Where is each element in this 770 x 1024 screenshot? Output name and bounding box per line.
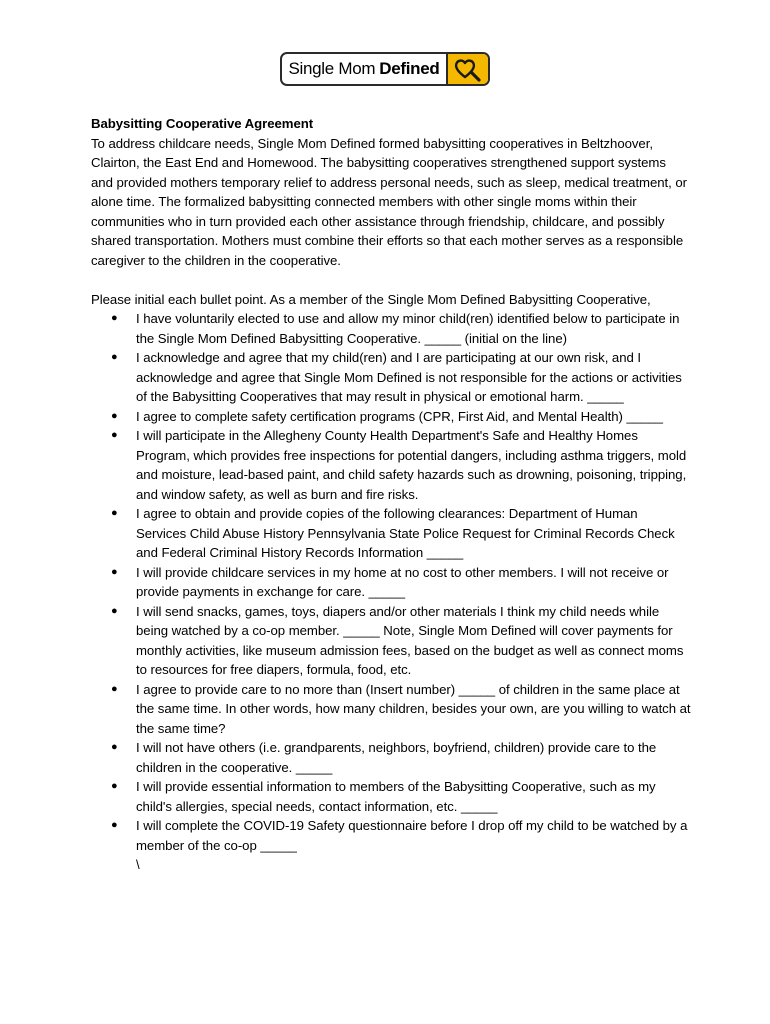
bullet-text: I agree to complete safety certification programs (CPR, First Aid, and Mental Health) _____ bbox=[136, 408, 663, 424]
bullet-icon: ● bbox=[111, 819, 118, 831]
list-item bbox=[91, 738, 691, 777]
bullet-text: I acknowledge and agree that my child(ren) and I are participating at our own risk, and I acknowledge and agree that Single Mom Defined is not responsible for the actions or activities of the Babysitting Cooperatives that may result in physical or emotional harm. _____ bbox=[136, 350, 682, 404]
bullet-icon: ● bbox=[111, 604, 118, 617]
list-item bbox=[91, 426, 691, 504]
list-item bbox=[91, 407, 691, 427]
bullet-icon: ● bbox=[111, 312, 118, 324]
logo-text bbox=[282, 54, 446, 84]
instruction-paragraph: Please initial each bullet point. As a member of the Single Mom Defined Babysitting Cooperative, bbox=[91, 291, 651, 307]
logo-text-light: Single Mom bbox=[288, 59, 376, 78]
logo-text-bold: Defined bbox=[379, 59, 440, 78]
bullet-text: I agree to provide care to no more than (Insert number) _____ of children in the same place at the same time. In other words, how many children, besides your own, are you willing to watch at the same time? bbox=[136, 681, 691, 736]
list-item bbox=[91, 348, 691, 407]
bullet-icon: ● bbox=[111, 682, 118, 695]
list-item bbox=[91, 563, 691, 602]
bullet-text: I will not have others (i.e. grandparents, neighbors, boyfriend, children) provide care to the children in the cooperative. _____ bbox=[136, 740, 657, 775]
heart-magnifier-icon bbox=[446, 54, 488, 84]
bullet-icon: ● bbox=[111, 741, 118, 753]
brand-logo bbox=[280, 52, 490, 86]
list-item bbox=[91, 602, 691, 680]
bullet-text: I will complete the COVID-19 Safety questionnaire before I drop off my child to be watched by a member of the co-op _____ bbox=[136, 818, 688, 853]
list-item bbox=[91, 309, 691, 348]
bullet-icon: ● bbox=[111, 507, 118, 519]
list-item bbox=[91, 504, 691, 563]
bullet-text: I will send snacks, games, toys, diapers and/or other materials I think my child needs while being watched by a co-op member. _____ Note, Single Mom Defined will cover payments for monthly activities, like museum admission fees, based on the budget as well as connect moms to resources for free diapers, formula, food, etc. bbox=[136, 603, 684, 677]
bullet-icon: ● bbox=[111, 429, 118, 441]
bullet-icon: ● bbox=[111, 351, 118, 363]
agreement-bullet-list bbox=[91, 309, 691, 855]
list-item bbox=[91, 816, 691, 855]
agreement-body bbox=[91, 114, 691, 875]
bullet-icon: ● bbox=[111, 409, 118, 422]
bullet-text: I will provide essential information to members of the Babysitting Cooperative, such as my child's allergies, special needs, contact information, etc. _____ bbox=[136, 779, 656, 814]
trailing-mark: \ bbox=[136, 857, 140, 872]
bullet-text: I have voluntarily elected to use and allow my minor child(ren) identified below to participate in the Single Mom Defined Babysitting Cooperative. _____ (initial on the line) bbox=[136, 311, 680, 346]
bullet-icon: ● bbox=[111, 780, 118, 792]
bullet-text: I agree to obtain and provide copies of the following clearances: Department of Human Services Child Abuse History Pennsylvania State Police Request for Criminal Records Check and Federal Criminal History Records Information _____ bbox=[136, 506, 675, 560]
intro-paragraph: To address childcare needs, Single Mom Defined formed babysitting cooperatives in Beltzhoover, Clairton, the East End and Homewood. The babysitting cooperatives strengthened support systems and provided mothers temporary relief to address personal needs, such as sleep, medical treatment, or alone time. The formalized babysitting connected members with other single moms within their communities who in turn provided each other assistance through friendship, childcare, and possibly shared transportation. Mothers must combine their efforts so that each mother serves as a responsible caregiver to the children in the cooperative. bbox=[91, 135, 688, 268]
list-item bbox=[91, 777, 691, 816]
bullet-icon: ● bbox=[111, 565, 118, 578]
bullet-text: I will provide childcare services in my home at no cost to other members. I will not receive or provide payments in exchange for care. _____ bbox=[136, 564, 669, 599]
list-item bbox=[91, 680, 691, 739]
bullet-text: I will participate in the Allegheny County Health Department's Safe and Healthy Homes Program, which provides free inspections for potential dangers, including asthma triggers, mold and moisture, lead-based paint, and child safety hazards such as drowning, poisoning, tripping, and window safety, as well as burn and fire risks. bbox=[136, 428, 687, 502]
document-title: Babysitting Cooperative Agreement bbox=[91, 116, 314, 131]
